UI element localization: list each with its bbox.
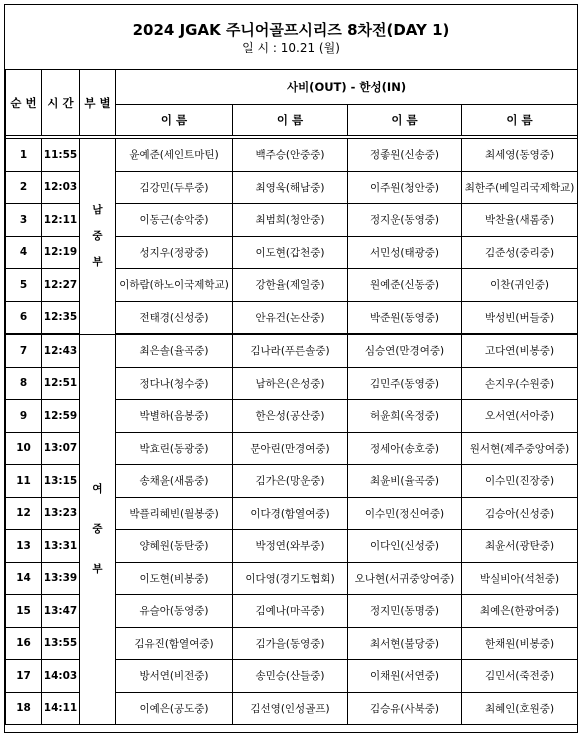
group-label-char: 중 xyxy=(92,523,103,536)
row-number: 14 xyxy=(6,562,42,595)
tee-time: 12:51 xyxy=(42,367,80,400)
player-name: 김강민(두루중) xyxy=(116,171,233,204)
player-name: 한은성(공산중) xyxy=(233,400,348,433)
row-number: 12 xyxy=(6,497,42,530)
player-name: 문아린(만경여중) xyxy=(233,432,348,465)
player-name: 김선영(인성골프) xyxy=(233,692,348,725)
player-name: 최혜인(호원중) xyxy=(462,692,578,725)
player-name: 박정연(와부중) xyxy=(233,530,348,563)
player-name: 이다경(함열여중) xyxy=(233,497,348,530)
player-name: 김승유(사북중) xyxy=(348,692,462,725)
header-name-2: 이 름 xyxy=(233,105,348,136)
player-name: 고다연(비봉중) xyxy=(462,334,578,367)
header-name-3: 이 름 xyxy=(348,105,462,136)
group-label-char: 중 xyxy=(92,230,103,243)
player-name: 정다나(청수중) xyxy=(116,367,233,400)
player-name: 김가은(망운중) xyxy=(233,465,348,498)
group-label-char: 부 xyxy=(92,563,103,576)
player-name: 최은솔(율곡중) xyxy=(116,334,233,367)
table-body xyxy=(6,139,578,725)
row-number: 10 xyxy=(6,432,42,465)
player-name: 김가을(동영중) xyxy=(233,627,348,660)
player-name: 박준원(동영중) xyxy=(348,301,462,334)
header-name-4: 이 름 xyxy=(462,105,578,136)
tee-time: 11:55 xyxy=(42,139,80,172)
row-number: 15 xyxy=(6,595,42,628)
player-name: 강한율(제일중) xyxy=(233,269,348,302)
player-name: 이수민(진장중) xyxy=(462,465,578,498)
player-name: 박플리혜빈(월봉중) xyxy=(116,497,233,530)
tee-time: 13:31 xyxy=(42,530,80,563)
tee-time: 13:39 xyxy=(42,562,80,595)
player-name: 정지민(동명중) xyxy=(348,595,462,628)
player-name: 김준성(중리중) xyxy=(462,236,578,269)
player-name: 김유진(함열여중) xyxy=(116,627,233,660)
tee-time: 13:55 xyxy=(42,627,80,660)
group-label xyxy=(80,197,115,275)
player-name: 안유건(논산중) xyxy=(233,301,348,334)
group-label-char: 부 xyxy=(92,256,103,269)
player-name: 최예은(한광여중) xyxy=(462,595,578,628)
player-name: 전태경(신성중) xyxy=(116,301,233,334)
row-number: 3 xyxy=(6,204,42,237)
table-row xyxy=(6,334,578,367)
tee-time: 12:27 xyxy=(42,269,80,302)
player-name: 최영욱(해남중) xyxy=(233,171,348,204)
header-course: 사비(OUT) - 한성(IN) xyxy=(116,70,578,105)
player-name: 원예준(신동중) xyxy=(348,269,462,302)
player-name: 허윤희(옥정중) xyxy=(348,400,462,433)
row-number: 13 xyxy=(6,530,42,563)
table-row xyxy=(6,139,578,172)
player-name: 박효린(동광중) xyxy=(116,432,233,465)
group-boys-middle xyxy=(80,139,116,335)
player-name: 정세아(송호중) xyxy=(348,432,462,465)
player-name: 김승아(신성중) xyxy=(462,497,578,530)
header-name-1: 이 름 xyxy=(116,105,233,136)
player-name: 박실비아(석천중) xyxy=(462,562,578,595)
tee-time: 13:15 xyxy=(42,465,80,498)
row-number: 16 xyxy=(6,627,42,660)
player-name: 박성빈(버들중) xyxy=(462,301,578,334)
tee-time-sheet xyxy=(4,4,578,733)
page-title: 2024 JGAK 주니어골프시리즈 8차전(DAY 1) xyxy=(132,21,450,39)
tee-time: 12:35 xyxy=(42,301,80,334)
header-time: 시 간 xyxy=(42,70,80,136)
player-name: 최한주(베일리국제학교) xyxy=(462,171,578,204)
row-number: 8 xyxy=(6,367,42,400)
tee-time-table xyxy=(5,69,578,725)
row-number: 5 xyxy=(6,269,42,302)
player-name: 서민성(태광중) xyxy=(348,236,462,269)
player-name: 이다영(경기도협회) xyxy=(233,562,348,595)
row-number: 4 xyxy=(6,236,42,269)
row-number: 7 xyxy=(6,334,42,367)
player-name: 이찬(귀인중) xyxy=(462,269,578,302)
player-name: 최윤서(광탄중) xyxy=(462,530,578,563)
row-number: 11 xyxy=(6,465,42,498)
tee-time: 12:19 xyxy=(42,236,80,269)
tee-time: 13:47 xyxy=(42,595,80,628)
tee-time: 12:43 xyxy=(42,334,80,367)
player-name: 백주승(안중중) xyxy=(233,139,348,172)
player-name: 김민서(죽전중) xyxy=(462,660,578,693)
player-name: 김예나(마곡중) xyxy=(233,595,348,628)
row-number: 6 xyxy=(6,301,42,334)
player-name: 손지우(수원중) xyxy=(462,367,578,400)
player-name: 원서현(제주중앙여중) xyxy=(462,432,578,465)
player-name: 윤예준(세인트마틴) xyxy=(116,139,233,172)
player-name: 성지우(정광중) xyxy=(116,236,233,269)
row-number: 18 xyxy=(6,692,42,725)
tee-time: 13:23 xyxy=(42,497,80,530)
player-name: 이도현(갑천중) xyxy=(233,236,348,269)
row-number: 2 xyxy=(6,171,42,204)
player-name: 유슬아(동영중) xyxy=(116,595,233,628)
player-name: 김나라(푸른솔중) xyxy=(233,334,348,367)
player-name: 이다인(신성중) xyxy=(348,530,462,563)
player-name: 오나현(서귀중앙여중) xyxy=(348,562,462,595)
group-label-char: 남 xyxy=(92,204,103,217)
player-name: 정지운(동영중) xyxy=(348,204,462,237)
row-number: 9 xyxy=(6,400,42,433)
player-name: 이동근(송악중) xyxy=(116,204,233,237)
player-name: 박찬율(새롬중) xyxy=(462,204,578,237)
group-girls-middle xyxy=(80,334,116,725)
tee-time: 12:59 xyxy=(42,400,80,433)
tee-time: 12:03 xyxy=(42,171,80,204)
player-name: 한채원(비봉중) xyxy=(462,627,578,660)
player-name: 최범희(청안중) xyxy=(233,204,348,237)
player-name: 최서현(불당중) xyxy=(348,627,462,660)
group-label xyxy=(80,469,115,589)
header xyxy=(5,5,577,67)
row-number: 1 xyxy=(6,139,42,172)
player-name: 이예은(공도중) xyxy=(116,692,233,725)
player-name: 최세영(동영중) xyxy=(462,139,578,172)
tee-time: 12:11 xyxy=(42,204,80,237)
player-name: 박별하(음봉중) xyxy=(116,400,233,433)
player-name: 송민승(산들중) xyxy=(233,660,348,693)
tee-time: 14:11 xyxy=(42,692,80,725)
player-name: 송채윤(새롬중) xyxy=(116,465,233,498)
player-name: 이도현(비봉중) xyxy=(116,562,233,595)
header-order: 순 번 xyxy=(6,70,42,136)
player-name: 오서연(서아중) xyxy=(462,400,578,433)
row-number: 17 xyxy=(6,660,42,693)
player-name: 남하은(은성중) xyxy=(233,367,348,400)
player-name: 방서연(비전중) xyxy=(116,660,233,693)
tee-time: 13:07 xyxy=(42,432,80,465)
header-group: 부 별 xyxy=(80,70,116,136)
group-label-char: 여 xyxy=(92,483,103,496)
tee-time: 14:03 xyxy=(42,660,80,693)
player-name: 김민주(동영중) xyxy=(348,367,462,400)
player-name: 양혜원(동탄중) xyxy=(116,530,233,563)
player-name: 이주원(청안중) xyxy=(348,171,462,204)
player-name: 정좋원(신송중) xyxy=(348,139,462,172)
player-name: 이하람(하노이국제학교) xyxy=(116,269,233,302)
player-name: 최윤비(율곡중) xyxy=(348,465,462,498)
player-name: 이채원(서연중) xyxy=(348,660,462,693)
date-line: 일 시 : 10.21 (월) xyxy=(242,41,340,55)
player-name: 심승연(만경여중) xyxy=(348,334,462,367)
player-name: 이수민(정신여중) xyxy=(348,497,462,530)
